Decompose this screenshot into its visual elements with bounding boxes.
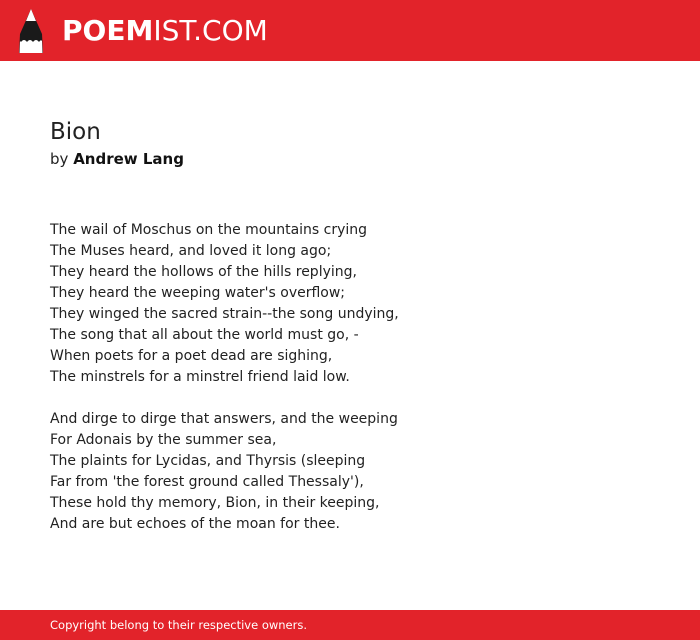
site-logo-text [62,9,268,53]
poem-container [50,116,650,556]
site-header [0,0,700,61]
poem-line: They heard the weeping water's overflow; [50,285,346,301]
poem-line: The wail of Moschus on the mountains crying [50,222,368,238]
site-footer [0,610,700,640]
poem-line: The minstrels for a minstrel friend laid low. [50,369,350,385]
poem-line: The plaints for Lycidas, and Thyrsis (sleeping [50,453,366,469]
poem-line: For Adonais by the summer sea, [50,432,277,448]
poem-byline [50,148,650,170]
poem-line: Far from 'the forest ground called Thessaly'), [50,474,364,490]
poem-title: Bion [50,119,101,145]
copyright-notice: Copyright belong to their respective owners. [50,618,308,632]
poem-line: And dirge to dirge that answers, and the weeping [50,411,398,427]
poem-stanza-1 [50,220,650,388]
poem-line: The song that all about the world must go, - [50,327,359,343]
byline-prefix: by [50,150,69,168]
author-link[interactable]: Andrew Lang [73,150,184,168]
poem-line: When poets for a poet dead are sighing, [50,348,333,364]
pencil-tip-icon [17,9,45,53]
poem-line: They heard the hollows of the hills replying, [50,264,357,280]
poem-line: They winged the sacred strain--the song undying, [50,306,399,322]
poem-line: And are but echoes of the moan for thee. [50,516,340,532]
poem-body [50,220,650,535]
site-logo-link[interactable] [17,9,268,53]
poem-stanza-2 [50,409,650,535]
poem-line: These hold thy memory, Bion, in their keeping, [50,495,380,511]
logo-text-strong: POEM [62,14,154,47]
logo-text-light: IST.COM [153,14,268,47]
poem-line: The Muses heard, and loved it long ago; [50,243,332,259]
